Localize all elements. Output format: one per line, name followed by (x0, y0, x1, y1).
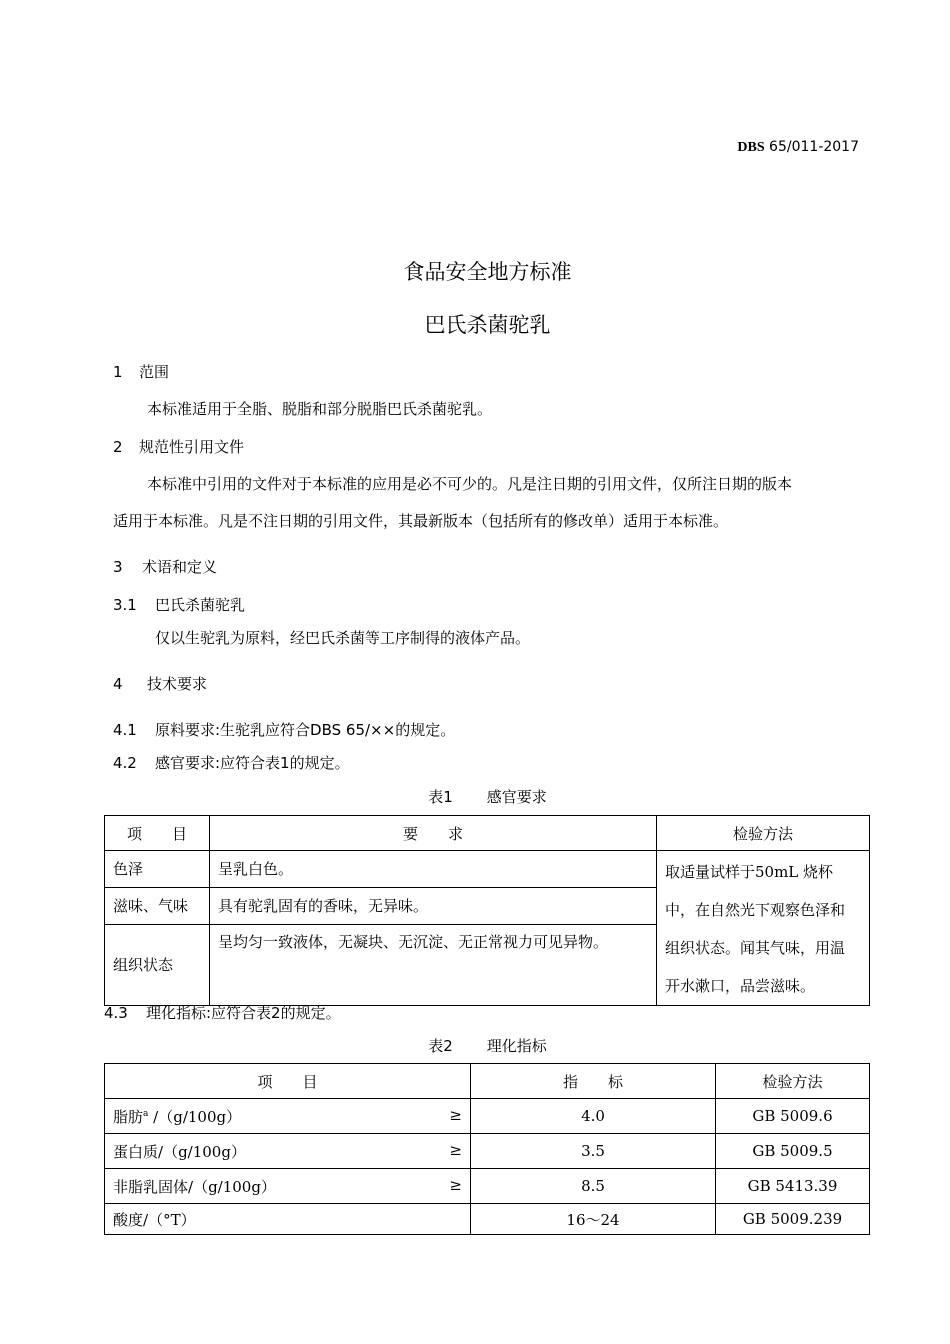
table-row (105, 851, 870, 888)
table-1-row-3-item: 组织状态 (105, 924, 210, 1005)
table-2-row-1-item: 脂肪$^a$ /（g/100g） ≥ (105, 1099, 471, 1134)
section-3-1-heading: 3.1 巴氏杀菌驼乳 (113, 596, 246, 614)
table-2-header-item: 项 目 (105, 1064, 471, 1099)
table-row (105, 1099, 870, 1134)
table-2-row-1-method: GB 5009.6 (716, 1099, 870, 1134)
geq-symbol: ≥ (449, 1140, 462, 1159)
section-1-text: 本标准适用于全脂、脱脂和部分脱脂巴氏杀菌驼乳。 (147, 400, 493, 418)
table-1-method-line-4: 开水漱口，品尝滋味。 (665, 977, 816, 995)
table-2-row-3-method: GB 5413.39 (716, 1169, 870, 1204)
table-2-row-4-value: 16～24 (471, 1204, 716, 1235)
section-2-heading: 2 规范性引用文件 (113, 438, 245, 456)
table-2-row-3-value: 8.5 (471, 1169, 716, 1204)
table-1-row-1-item: 色泽 (105, 851, 210, 888)
section-4-heading: 4 技术要求 (113, 675, 208, 693)
table-1-caption: 表1 感官要求 (428, 788, 547, 806)
section-4-2: 4.2 感官要求:应符合表1的规定。 (113, 754, 350, 772)
document-title: 食品安全地方标准 (403, 260, 572, 284)
table-row (105, 1204, 870, 1235)
table-row (105, 1134, 870, 1169)
table-row (105, 1169, 870, 1204)
table-2-row-2-item: 蛋白质/（g/100g） ≥ (105, 1134, 471, 1169)
table-2-row-4-method: GB 5009.239 (716, 1204, 870, 1235)
table-2-caption: 表2 理化指标 (428, 1037, 547, 1055)
table-1-method-line-2: 中，在自然光下观察色泽和 (665, 901, 846, 919)
geq-symbol: ≥ (449, 1175, 462, 1194)
table-1-row-3-requirement: 呈均匀一致液体，无凝块、无沉淀、无正常视力可见异物。 (210, 924, 657, 1005)
table-1-header-item: 项 目 (105, 816, 210, 851)
table-2-row-4-item: 酸度/（°T） (105, 1204, 471, 1235)
standard-code: DBS 65/011-2017 (737, 139, 859, 155)
table-2-row-2-method: GB 5009.5 (716, 1134, 870, 1169)
document-subtitle: 巴氏杀菌驼乳 (424, 313, 551, 337)
table-2-header-index: 指 标 (471, 1064, 716, 1099)
table-1-method (657, 851, 870, 1006)
section-4-1: 4.1 原料要求:生驼乳应符合DBS 65/××的规定。 (113, 721, 456, 739)
table-2-row-1-value: 4.0 (471, 1099, 716, 1134)
table-1-header-method: 检验方法 (657, 816, 870, 851)
table-1-sensory (104, 815, 870, 1006)
geq-symbol: ≥ (449, 1105, 462, 1124)
table-1-row-2-requirement: 具有驼乳固有的香味，无异味。 (210, 887, 657, 924)
section-4-3: 4.3 理化指标:应符合表2的规定。 (104, 1004, 341, 1022)
table-2-physicochemical (104, 1063, 870, 1235)
table-2-header-method: 检验方法 (716, 1064, 870, 1099)
section-2-text-line1: 本标准中引用的文件对于本标准的应用是必不可少的。凡是注日期的引用文件，仅所注日期的版本 (147, 475, 793, 493)
table-1-method-line-3: 组织状态。闻其气味，用温 (665, 939, 846, 957)
table-1-method-line-1: 取适量试样于50mL 烧杯 (665, 863, 834, 881)
section-3-1-text: 仅以生驼乳为原料，经巴氏杀菌等工序制得的液体产品。 (155, 629, 531, 647)
table-1-row-2-item: 滋味、气味 (105, 887, 210, 924)
section-1-heading: 1 范围 (113, 363, 170, 381)
table-2-row-2-value: 3.5 (471, 1134, 716, 1169)
table-2-row-3-item: 非脂乳固体/（g/100g） ≥ (105, 1169, 471, 1204)
section-2-text-line2: 适用于本标准。凡是不注日期的引用文件，其最新版本（包括所有的修改单）适用于本标准。 (113, 512, 729, 530)
section-3-heading: 3 术语和定义 (113, 558, 218, 576)
table-1-row-1-requirement: 呈乳白色。 (210, 851, 657, 888)
table-1-header-requirement: 要 求 (210, 816, 657, 851)
